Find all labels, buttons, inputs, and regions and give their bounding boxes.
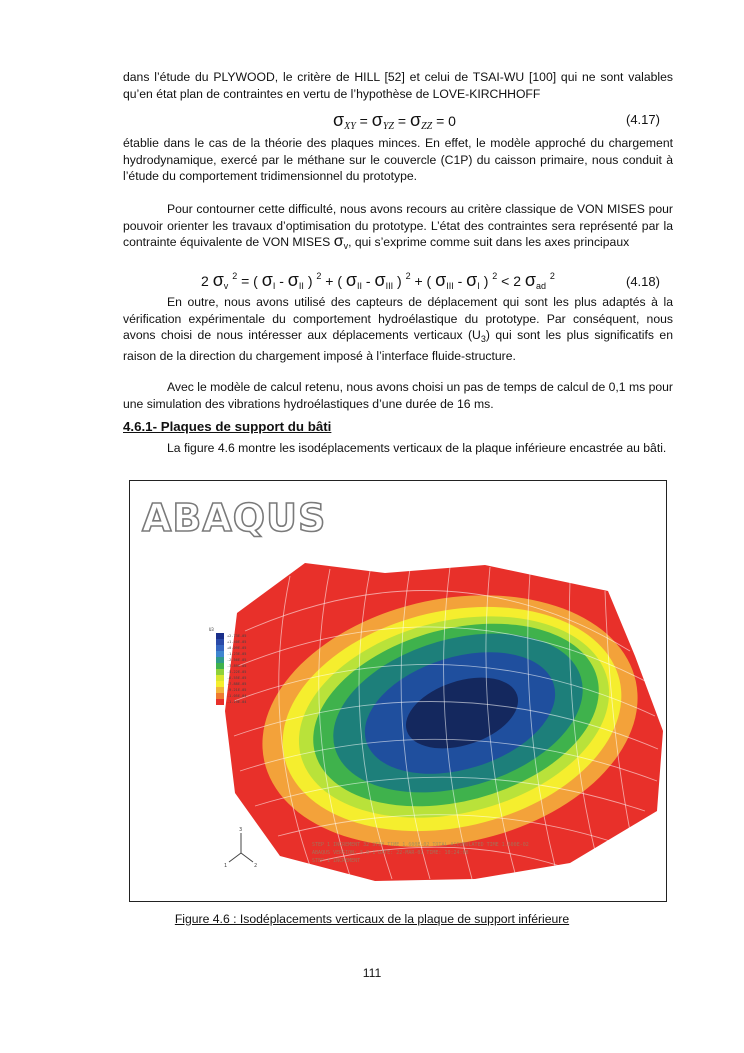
legend-title: U3 <box>209 627 214 632</box>
page-number: 111 <box>362 966 382 980</box>
superscript: 2 <box>232 271 238 281</box>
paragraph-text: La figure 4.6 montre les isodéplacements verticaux de la plaque inférieure encastrée au bâti. <box>167 441 667 455</box>
paren: ) <box>483 273 489 289</box>
subscript: YZ <box>382 121 394 132</box>
paren: ) <box>397 273 402 289</box>
equals: = <box>359 113 368 129</box>
subscript: v <box>223 281 229 291</box>
superscript: 2 <box>549 271 555 281</box>
figure-caption: Figure 4.6 : Isodéplacements verticaux de la plaque de support inférieure <box>174 912 570 926</box>
subscript: v <box>343 241 349 252</box>
minus: - <box>279 273 284 289</box>
paragraph-text: , qui s’exprime comme suit dans les axes principaux <box>348 235 630 250</box>
legend-value: +2.73E-05 <box>227 634 247 638</box>
subscript: 3 <box>480 334 486 345</box>
legend-value: -1.19E-04 <box>227 700 247 704</box>
legend-value: -2.56E-05 <box>227 658 247 662</box>
paragraph-text: Avec le modèle de calcul retenu, nous avons choisi un pas de temps de calcul de 0,1 ms pour une simulation des vibrations hydroélastiques d’une durée de 16 ms. <box>123 380 673 411</box>
equation-number-4-17: (4.17) <box>626 112 660 127</box>
paragraph-plates-theory <box>123 135 673 185</box>
subscript: II <box>357 281 363 291</box>
sigma-symbol: σ <box>333 110 345 130</box>
paragraph-plywood <box>123 69 673 102</box>
sigma-symbol: σ <box>435 270 447 290</box>
equation-4-18 <box>201 270 555 291</box>
legend-value: +0.09E-05 <box>227 646 247 650</box>
paragraph-text: établie dans le cas de la théorie des plaques minces. En effet, le modèle approché du chargement hydrodynamique, exercé par le méthane sur le couvercle (C1P) du caisson primaire, nous conduit à l’étude du comportement tridimensionnel du prototype. <box>123 136 673 184</box>
legend-value: -7.88E-05 <box>227 682 247 686</box>
legend-swatch <box>216 633 224 639</box>
legend-swatch <box>216 693 224 699</box>
axis-label: 1 <box>224 863 228 869</box>
footer-line: STEP 1 INCREMENT <box>312 858 361 864</box>
section-heading: 4.6.1- Plaques de support du bâti <box>123 419 332 434</box>
legend-swatch <box>216 675 224 681</box>
sigma-symbol: σ <box>409 110 422 130</box>
subscript: I <box>477 281 480 291</box>
subscript: II <box>298 281 304 291</box>
legend-swatch <box>216 639 224 645</box>
subscript: I <box>272 281 276 291</box>
paragraph-figure-intro <box>123 440 673 457</box>
paragraph-text: dans l’étude du PLYWOOD, le critère de HILL [52] et celui de TSAI-WU [100] qui ne sont valables qu’en état plan de contraintes en vertu de l’hypothèse de LOVE-KIRCHHOFF <box>123 70 673 101</box>
superscript: 2 <box>405 271 411 281</box>
superscript: 2 <box>316 271 322 281</box>
legend-value: +1.40E-05 <box>227 640 247 644</box>
paragraph-von-mises <box>123 201 673 255</box>
legend-swatch <box>216 657 224 663</box>
contour-plot <box>130 481 665 900</box>
paragraph-text: ) qui sont les plus significatifs en raison de la direction du chargement imposé à l’interface fluide-structure. <box>123 328 673 363</box>
equals-open: = ( <box>241 273 258 289</box>
plus-open: + ( <box>325 273 343 289</box>
equation-number-4-18: (4.18) <box>626 274 660 289</box>
legend-swatch <box>216 645 224 651</box>
subscript: ZZ <box>421 121 433 132</box>
legend-swatch <box>216 651 224 657</box>
legend-swatch <box>216 699 224 705</box>
legend-value: -5.22E-05 <box>227 670 247 674</box>
legend-swatch <box>216 681 224 687</box>
minus: - <box>365 273 371 289</box>
axis-label: 2 <box>254 863 258 869</box>
coefficient: 2 <box>201 273 209 289</box>
minus: - <box>457 273 463 289</box>
paren: ) <box>307 273 313 289</box>
legend-swatch <box>216 669 224 675</box>
paragraph-text: Pour contourner cette difficulté, nous avons recours au critère classique de VON MISES pour pouvoir orienter les travaux d’optimisation du prototype. L’état des contraintes sera représenté par la contrainte équivalente de VON MISES <box>123 202 673 250</box>
legend-value: -1.23E-05 <box>227 652 247 656</box>
sigma-symbol: σ <box>261 270 273 290</box>
equals: = <box>397 113 407 129</box>
abaqus-logo: ABAQUS <box>142 496 327 540</box>
footer-line: ABAQUS VERSION: 5.8-1 DATE: 22-MAR-01 TIME: 10:24:08 <box>312 850 469 856</box>
legend-value: -1.05E-04 <box>227 694 247 698</box>
subscript: XY <box>344 121 356 132</box>
sigma-symbol: σ <box>212 270 224 290</box>
sigma-symbol: σ <box>524 270 537 290</box>
sigma-symbol: σ <box>345 270 358 290</box>
sigma-symbol: σ <box>371 110 383 130</box>
subscript: III <box>385 281 394 291</box>
sigma-symbol: σ <box>374 270 386 290</box>
axis-triad <box>229 833 253 862</box>
paragraph-sensors <box>123 294 673 364</box>
subscript: ad <box>536 281 547 291</box>
axis-label: 3 <box>239 827 243 833</box>
equals-zero: = 0 <box>436 113 456 129</box>
legend-value: -9.21E-05 <box>227 688 247 692</box>
legend-swatch <box>216 663 224 669</box>
subscript: III <box>446 281 454 291</box>
paragraph-text: En outre, nous avons utilisé des capteurs de déplacement qui sont les plus adaptés à la vérification expérimentale du comportement hydroélastique du prototype. Par conséquent, nous avons choisi de nous intéresser aux déplacements verticaux (U <box>123 295 673 343</box>
legend-value: -3.89E-05 <box>227 664 247 668</box>
abaqus-figure <box>129 480 667 902</box>
plus-open: + ( <box>414 273 432 289</box>
sigma-symbol: σ <box>466 270 478 290</box>
less-than-two: < 2 <box>501 273 522 289</box>
legend-value: -6.55E-05 <box>227 676 247 680</box>
equation-4-17 <box>333 110 456 132</box>
footer-line: STEP 1 INCREMENT 32 STEP TIME 1.600E-02 TOTAL ACCUMULATED TIME 1.600E-02 <box>312 842 529 848</box>
sigma-symbol: σ <box>333 233 344 251</box>
legend-swatch <box>216 687 224 693</box>
sigma-symbol: σ <box>287 270 299 290</box>
paragraph-time-step <box>123 379 673 412</box>
superscript: 2 <box>492 271 498 281</box>
